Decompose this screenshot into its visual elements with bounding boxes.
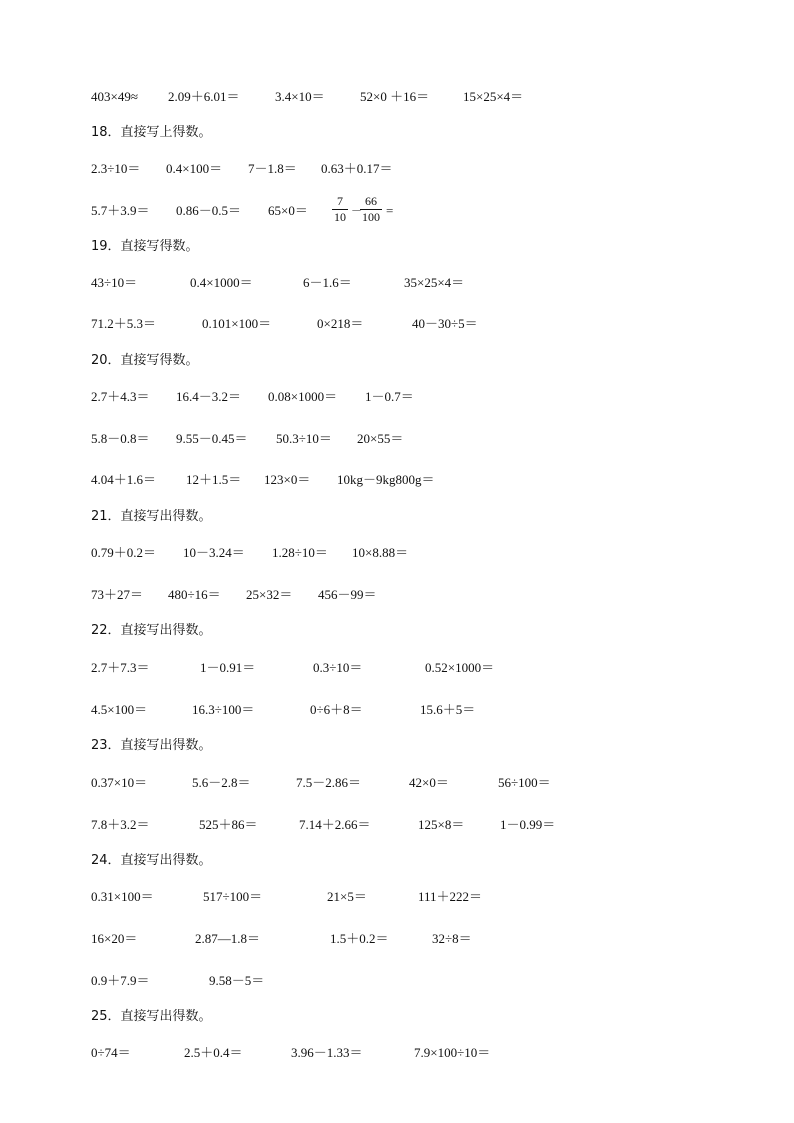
problem: 9.55－0.45＝: [176, 431, 248, 446]
problem: 0.52×1000＝: [425, 660, 495, 675]
problem: 20×55＝: [357, 431, 404, 446]
problem: 40－30÷5＝: [412, 316, 478, 331]
problem: 0.86－0.5＝: [176, 203, 242, 218]
problem: 0÷6＋8＝: [310, 702, 363, 717]
problem-row: [0, 700, 794, 720]
problem-row: [0, 658, 794, 678]
problem: 403×49≈: [91, 89, 138, 104]
problem: 50.3÷10＝: [276, 431, 332, 446]
problem-row: [0, 773, 794, 793]
problem: 25×32＝: [246, 587, 293, 602]
problem: 1－0.99＝: [500, 817, 556, 832]
problem: 52×0 ＋16＝: [360, 89, 430, 104]
problem: 6－1.6＝: [303, 275, 352, 290]
problem: 3.4×10＝: [275, 89, 325, 104]
problem: 0.63＋0.17＝: [321, 161, 393, 176]
problem: 1.5＋0.2＝: [330, 931, 389, 946]
problem: 2.3÷10＝: [91, 161, 141, 176]
question-heading: 19．直接写得数。: [91, 239, 199, 254]
fraction-denominator: 10: [334, 210, 346, 224]
problem: 517÷100＝: [203, 889, 263, 904]
fraction-numerator: 7: [337, 194, 343, 208]
problem: 32÷8＝: [432, 931, 472, 946]
problem: 0.08×1000＝: [268, 389, 338, 404]
problem: 125×8＝: [418, 817, 465, 832]
minus-sign: －: [351, 205, 362, 217]
problem: 7.14＋2.66＝: [299, 817, 371, 832]
problem: 480÷16＝: [168, 587, 221, 602]
question-heading: 23．直接写出得数。: [91, 738, 212, 753]
problem: 0÷74＝: [91, 1045, 131, 1060]
fraction: [360, 195, 382, 224]
problem: 0.4×100＝: [166, 161, 223, 176]
problem: 73＋27＝: [91, 587, 144, 602]
problem: 10kg－9kg800g＝: [337, 472, 435, 487]
problem: 21×5＝: [327, 889, 367, 904]
problem: 4.04＋1.6＝: [91, 472, 157, 487]
problem: 0.4×1000＝: [190, 275, 253, 290]
question-heading: 25．直接写出得数。: [91, 1009, 212, 1024]
problem: 43÷10＝: [91, 275, 138, 290]
problem-row: [0, 273, 794, 293]
problem-row: [0, 429, 794, 449]
problem: 2.5＋0.4＝: [184, 1045, 243, 1060]
problem: 2.7＋4.3＝: [91, 389, 150, 404]
problem: 2.7＋7.3＝: [91, 660, 150, 675]
problem: 10－3.24＝: [183, 545, 245, 560]
problem: 1－0.91＝: [200, 660, 256, 675]
problem: 56÷100＝: [498, 775, 551, 790]
fraction-numerator: 66: [365, 194, 377, 208]
problem: 65×0＝: [268, 203, 308, 218]
problem: 35×25×4＝: [404, 275, 465, 290]
problem: 525＋86＝: [199, 817, 258, 832]
problem: 15×25×4＝: [463, 89, 524, 104]
problem: 1.28÷10＝: [272, 545, 328, 560]
problem-row: [0, 815, 794, 835]
problem: 111＋222＝: [418, 889, 483, 904]
problem-row: [0, 470, 794, 490]
problem: 42×0＝: [409, 775, 449, 790]
question-heading: 22．直接写出得数。: [91, 623, 212, 638]
question-heading: 18．直接写上得数。: [91, 125, 212, 140]
equals-sign: =: [386, 203, 394, 218]
problem: 71.2＋5.3＝: [91, 316, 157, 331]
problem: 9.58－5＝: [209, 973, 265, 988]
problem: 456－99＝: [318, 587, 377, 602]
fraction: [332, 195, 348, 224]
problem: 0.9＋7.9＝: [91, 973, 150, 988]
problem: 1－0.7＝: [365, 389, 414, 404]
problem: 16.4－3.2＝: [176, 389, 242, 404]
problem-row: [0, 929, 794, 949]
problem: 16×20＝: [91, 931, 138, 946]
problem: 7.9×100÷10＝: [414, 1045, 491, 1060]
problem: 15.6＋5＝: [420, 702, 476, 717]
problem: 0.79＋0.2＝: [91, 545, 157, 560]
problem: 7.8＋3.2＝: [91, 817, 150, 832]
problem: 2.87—1.8＝: [195, 931, 261, 946]
problem: 5.6－2.8＝: [192, 775, 251, 790]
problem: 16.3÷100＝: [192, 702, 255, 717]
question-heading: 21．直接写出得数。: [91, 509, 212, 524]
question-heading: 20．直接写得数。: [91, 353, 199, 368]
problem: 0×218＝: [317, 316, 364, 331]
problem-row: [0, 159, 794, 179]
problem-row: [0, 387, 794, 407]
fraction-denominator: 100: [362, 210, 380, 224]
problem: 12＋1.5＝: [186, 472, 242, 487]
problem: 0.31×100＝: [91, 889, 154, 904]
problem: 7－1.8＝: [248, 161, 297, 176]
problem: 7.5－2.86＝: [296, 775, 362, 790]
problem: 0.101×100＝: [202, 316, 272, 331]
question-heading: 24．直接写出得数。: [91, 853, 212, 868]
problem: 10×8.88＝: [352, 545, 409, 560]
problem: 0.3÷10＝: [313, 660, 363, 675]
problem: 0.37×10＝: [91, 775, 148, 790]
problem-row: [0, 585, 794, 605]
problem-row: [0, 1043, 794, 1063]
problem: 2.09＋6.01＝: [168, 89, 240, 104]
problem-row: [0, 543, 794, 563]
problem: 123×0＝: [264, 472, 311, 487]
problem-row: [0, 314, 794, 334]
problem-row: [0, 194, 794, 224]
problem-row: [0, 887, 794, 907]
problem: 3.96－1.33＝: [291, 1045, 363, 1060]
problem-row: [0, 971, 794, 991]
problem: 5.7＋3.9＝: [91, 203, 150, 218]
problem: 5.8－0.8＝: [91, 431, 150, 446]
problem: 4.5×100＝: [91, 702, 148, 717]
problem-row: [0, 87, 794, 107]
